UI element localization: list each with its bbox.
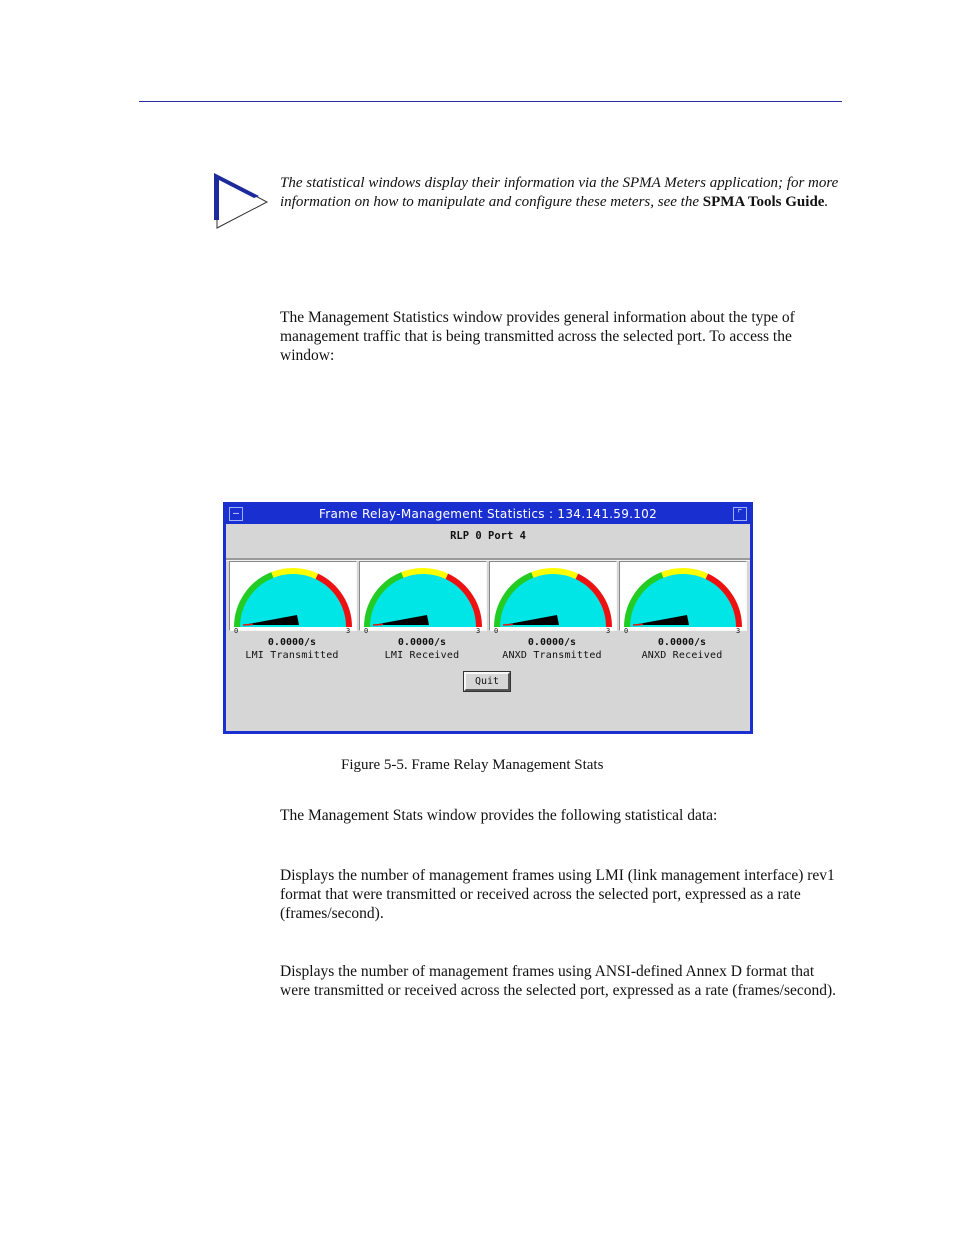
meter-dial-2 — [489, 561, 617, 631]
note-arrow-icon — [213, 172, 269, 230]
gauge-needle-tip — [633, 624, 643, 625]
meter-value: 0.0000/s — [397, 637, 447, 648]
meter-label: LMI Transmitted — [245, 650, 339, 661]
meter-dial-0 — [229, 561, 357, 631]
intro-paragraph: The Management Statistics window provides general information about the type of management traffic that is being transmitted across the selected port. To access the window: — [280, 309, 795, 364]
title-bar[interactable] — [226, 505, 750, 524]
note-text-before: The statistical windows display their information via the SPMA Meters application; for more information on how to manipulate and configure these meters, see the — [280, 175, 839, 210]
gauge-svg — [490, 562, 616, 630]
management-statistics-window — [223, 502, 753, 734]
gauge-needle-tip — [243, 624, 253, 625]
stats-intro-paragraph: The Management Stats window provides the following statistical data: — [280, 807, 718, 824]
meter-value: 0.0000/s — [657, 637, 707, 648]
meter-value: 0.0000/s — [527, 637, 577, 648]
scale-min-label: 0 — [364, 627, 369, 635]
scale-min-label: 0 — [624, 627, 629, 635]
window-resize-button[interactable]: ⌜ — [733, 507, 747, 521]
meter-dial-3 — [619, 561, 747, 631]
window-menu-button[interactable]: — — [229, 507, 243, 521]
note-bold-ref: SPMA Tools Guide — [702, 193, 825, 210]
device-port-label: RLP 0 Port 4 — [450, 530, 526, 542]
meter-label: LMI Received — [384, 650, 460, 661]
meter-label: ANXD Transmitted — [502, 650, 602, 661]
scale-max-label: 3 — [606, 627, 611, 635]
meter-label: ANXD Received — [641, 650, 723, 661]
gauge-needle-tip — [503, 624, 513, 625]
note-text — [280, 174, 842, 211]
gauge-svg — [230, 562, 356, 630]
quit-button[interactable]: Quit — [464, 672, 510, 691]
gauge-svg — [360, 562, 486, 630]
note-text-after: . — [824, 193, 829, 210]
figure-caption: Figure 5-5. Frame Relay Management Stats — [341, 757, 604, 773]
scale-max-label: 3 — [476, 627, 481, 635]
ansi-description: Displays the number of management frames using ANSI-defined Annex D format that were transmitted or received across the selected port, expressed as a rate (frames/second). — [280, 963, 837, 999]
meter-dial-1 — [359, 561, 487, 631]
scale-max-label: 3 — [736, 627, 741, 635]
gauge-needle-tip — [373, 624, 383, 625]
gauge-svg — [620, 562, 746, 630]
header-rule — [139, 101, 842, 102]
scale-min-label: 0 — [234, 627, 239, 635]
window-body — [226, 505, 750, 731]
scale-max-label: 3 — [346, 627, 351, 635]
scale-min-label: 0 — [494, 627, 499, 635]
lmi-description: Displays the number of management frames using LMI (link management interface) rev1 format that were transmitted or received across the selected port, expressed as a rate (frames/second). — [280, 867, 835, 922]
window-title: Frame Relay-Management Statistics : 134.141.59.102 — [318, 507, 658, 521]
meter-value: 0.0000/s — [267, 637, 317, 648]
